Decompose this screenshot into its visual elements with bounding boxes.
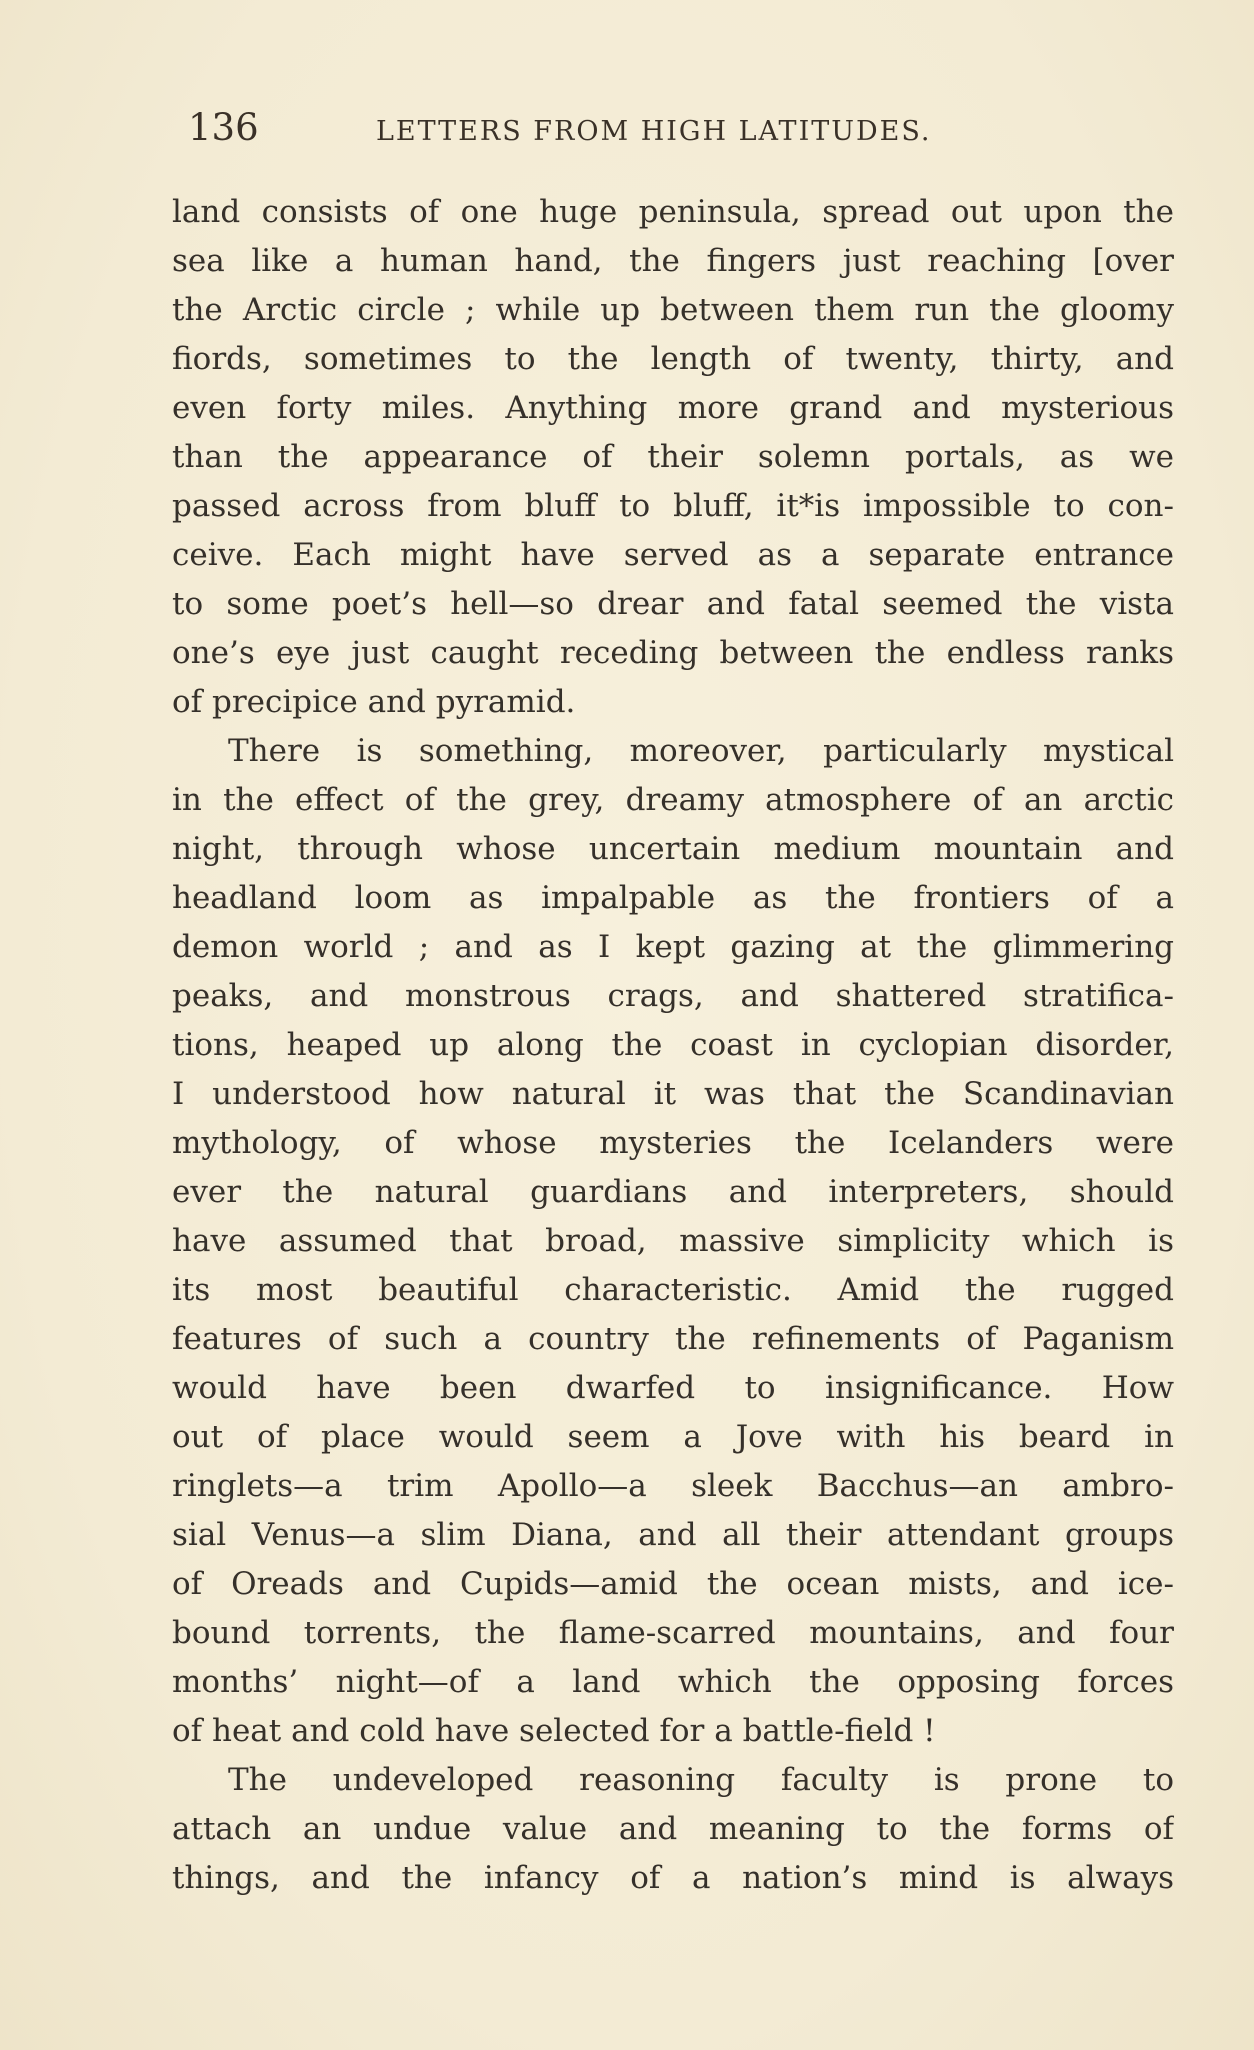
paragraph-start-line: There is something, moreover, particularly mystical — [228, 733, 1174, 769]
text-line: in the effect of the grey, dreamy atmosphere of an arctic — [172, 782, 1174, 818]
text-line: ceive. Each might have served as a separate entrance — [172, 537, 1174, 573]
text-line: to some poet’s hell—so drear and fatal seemed the vista — [172, 586, 1174, 622]
text-line: land consists of one huge peninsula, spread out upon the — [172, 194, 1174, 230]
text-line: bound torrents, the flame-scarred mountains, and four — [172, 1615, 1174, 1651]
text-line: ringlets—a trim Apollo—a sleek Bacchus—an ambro- — [172, 1468, 1174, 1504]
paragraph-end-line: of precipice and pyramid. — [172, 684, 576, 720]
text-line: night, through whose uncertain medium mountain and — [172, 831, 1174, 867]
paragraph-end-line: of heat and cold have selected for a battle-field ! — [172, 1713, 936, 1749]
text-line: even forty miles. Anything more grand and mysterious — [172, 390, 1174, 426]
text-line: fiords, sometimes to the length of twenty, thirty, and — [172, 341, 1174, 377]
text-line: its most beautiful characteristic. Amid the rugged — [172, 1272, 1174, 1308]
text-line: features of such a country the refinements of Paganism — [172, 1321, 1174, 1357]
text-line: would have been dwarfed to insignificance. How — [172, 1370, 1174, 1406]
text-line: tions, heaped up along the coast in cyclopian disorder, — [172, 1027, 1174, 1063]
text-line: peaks, and monstrous crags, and shattered stratifica- — [172, 978, 1174, 1014]
text-line: sial Venus—a slim Diana, and all their attendant groups — [172, 1517, 1174, 1553]
text-line: out of place would seem a Jove with his beard in — [172, 1419, 1174, 1455]
body-text — [172, 188, 1174, 1903]
text-line: headland loom as impalpable as the frontiers of a — [172, 880, 1174, 916]
text-line: I understood how natural it was that the Scandinavian — [172, 1076, 1174, 1112]
text-line: than the appearance of their solemn portals, as we — [172, 439, 1174, 475]
page-header — [176, 104, 986, 154]
text-line: ever the natural guardians and interpreters, should — [172, 1174, 1174, 1210]
text-line: mythology, of whose mysteries the Icelanders were — [172, 1125, 1174, 1161]
text-line: things, and the infancy of a nation’s mind is always — [172, 1860, 1174, 1896]
paragraph-start-line: The undeveloped reasoning faculty is prone to — [228, 1762, 1174, 1798]
text-line: attach an undue value and meaning to the forms of — [172, 1811, 1174, 1847]
running-head: LETTERS FROM HIGH LATITUDES. — [376, 116, 932, 147]
text-line: have assumed that broad, massive simplicity which is — [172, 1223, 1174, 1259]
text-line: one’s eye just caught receding between the endless ranks — [172, 635, 1174, 671]
text-line: months’ night—of a land which the opposing forces — [172, 1664, 1174, 1700]
text-line: demon world ; and as I kept gazing at the glimmering — [172, 929, 1174, 965]
text-line: sea like a human hand, the fingers just reaching [over — [172, 243, 1174, 279]
text-line: of Oreads and Cupids—amid the ocean mists, and ice- — [172, 1566, 1174, 1602]
text-line: the Arctic circle ; while up between them run the gloomy — [172, 292, 1174, 328]
text-line: passed across from bluff to bluff, it*is impossible to con- — [172, 488, 1174, 524]
page-number: 136 — [188, 106, 259, 149]
